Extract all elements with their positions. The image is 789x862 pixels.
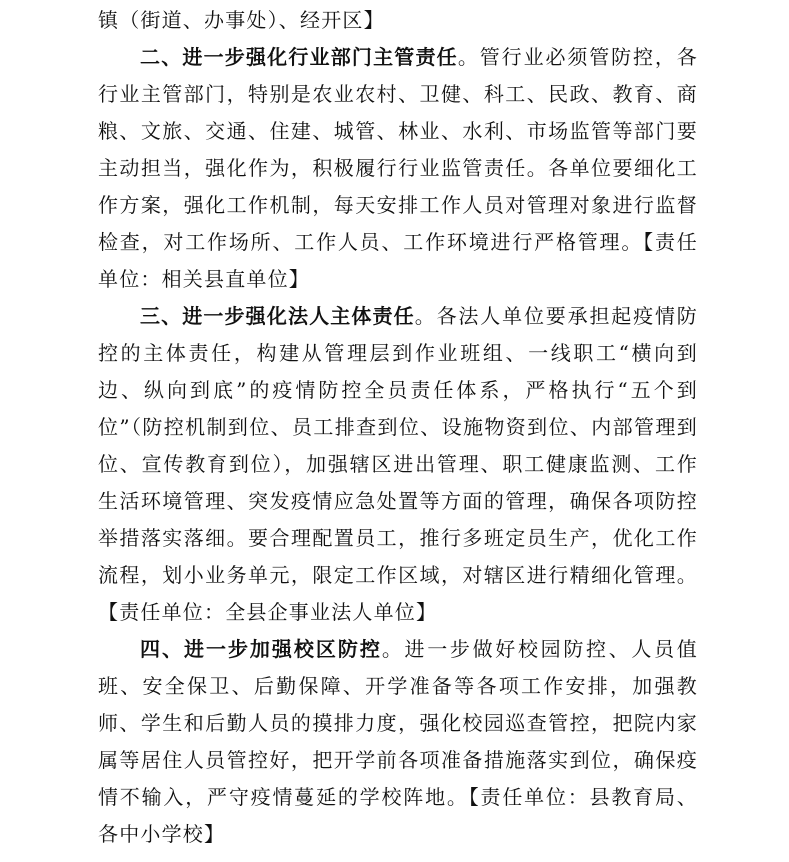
section-3-heading: 三、进一步强化法人主体责任	[140, 304, 415, 328]
section-2-paragraph	[98, 39, 698, 298]
section-2-heading: 二、进一步强化行业部门主管责任	[140, 45, 458, 69]
section-3-body: 。各法人单位要承担起疫情防控的主体责任，构建从管理层到作业班组、一线职工“横向到边、纵向到底”的疫情防控全员责任体系，严格执行“五个到位”（防控机制到位、员工排查到位、设施物资到位、内部管理到位、宣传教育到位），加强辖区进出管理、职工健康监测、工作生活环境管理、突发疫情应急处置等方面的管理，确保各项防控举措落实落细。要合理配置员工，推行多班定员生产，优化工作流程，划小业务单元，限定工作区域，对辖区进行精细化管理。【责任单位：全县企事业法人单位】	[98, 304, 698, 624]
paragraph-fragment	[98, 2, 698, 39]
document-page	[98, 0, 698, 853]
section-4-heading: 四、进一步加强校区防控	[140, 637, 382, 661]
section-2-body: 。管行业必须管防控，各行业主管部门，特别是农业农村、卫健、科工、民政、教育、商粮、文旅、交通、住建、城管、林业、水利、市场监管等部门要主动担当，强化作为，积极履行行业监管责任。各单位要细化工作方案，强化工作机制，每天安排工作人员对管理对象进行监督检查，对工作场所、工作人员、工作环境进行严格管理。【责任单位：相关县直单位】	[98, 45, 699, 291]
section-4-paragraph	[98, 631, 698, 853]
section-3-paragraph	[98, 298, 698, 631]
fragment-text: 镇（街道、办事处）、经开区】	[98, 8, 385, 32]
section-4-body: 。进一步做好校园防控、人员值班、安全保卫、后勤保障、开学准备等各项工作安排，加强教师、学生和后勤人员的摸排力度，强化校园巡查管控，把院内家属等居住人员管控好，把开学前各项准备措施落实到位，确保疫情不输入，严守疫情蔓延的学校阵地。【责任单位：县教育局、各中小学校】	[98, 637, 698, 846]
